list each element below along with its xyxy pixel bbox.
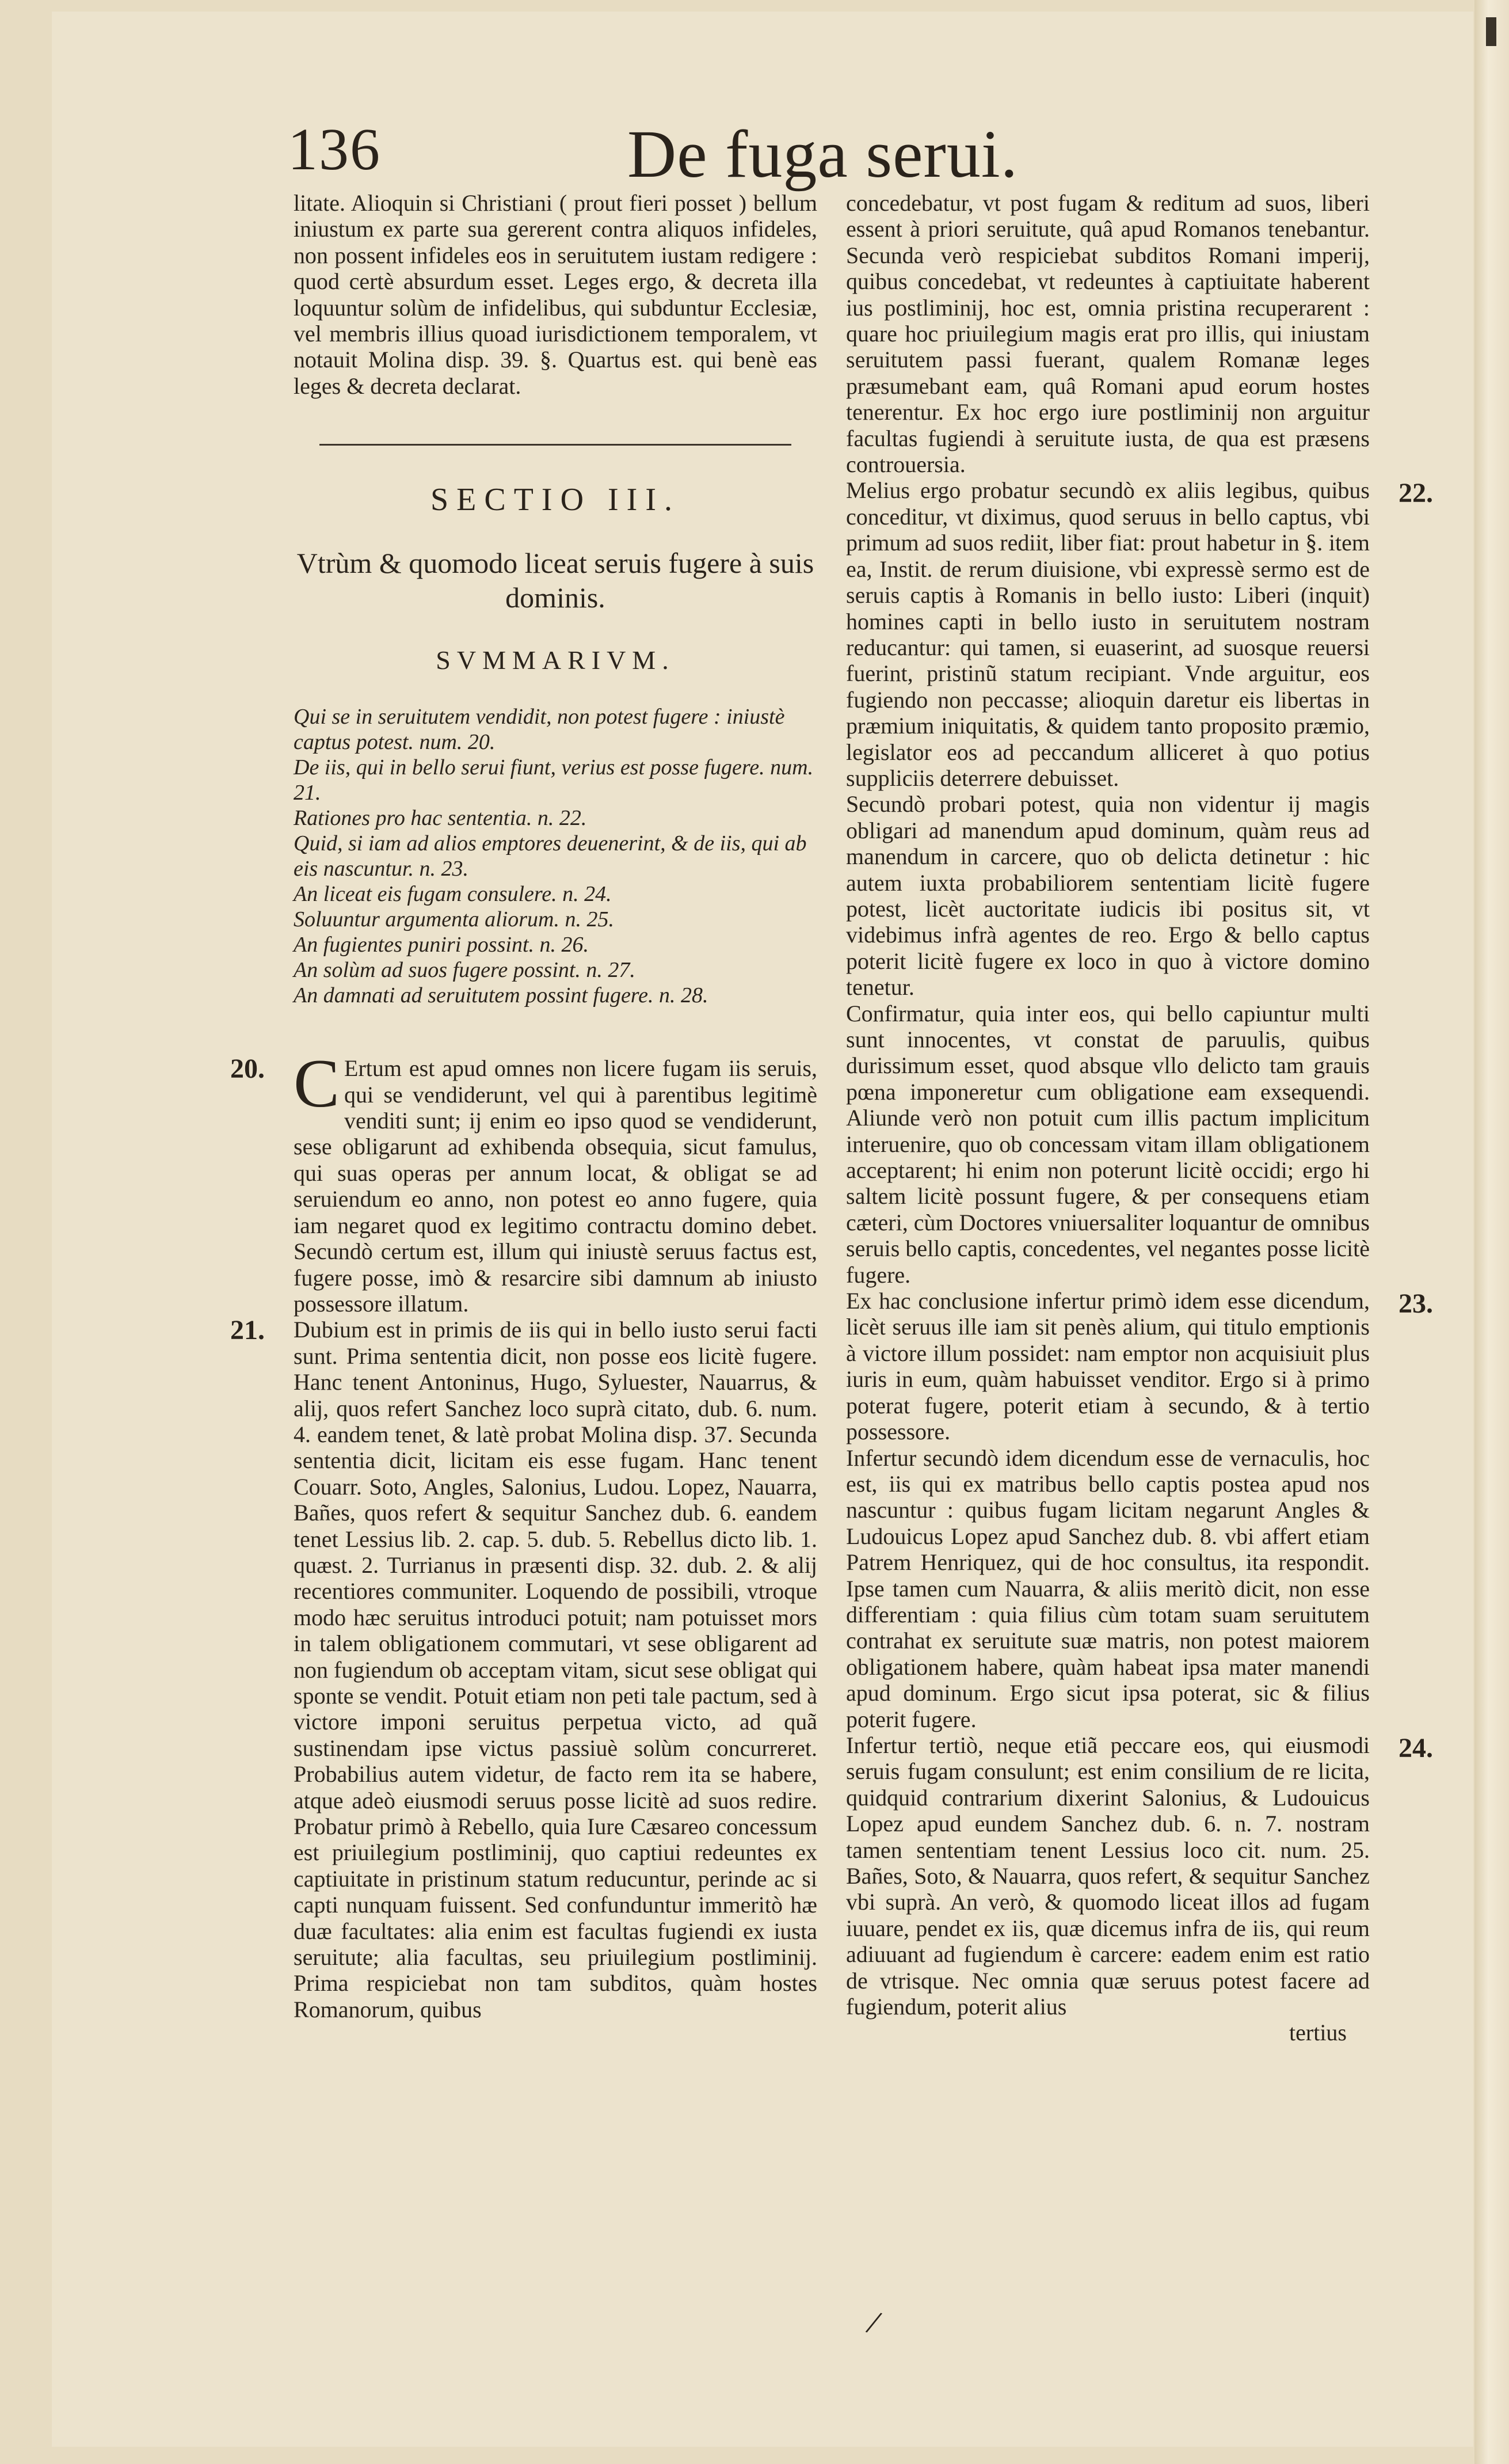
catchword: tertius — [1289, 2020, 1347, 2046]
summary-item: Soluuntur argumenta aliorum. n. 25. — [294, 907, 614, 932]
page-number: 136 — [288, 116, 381, 182]
margin-number: 23. — [1399, 1288, 1433, 1320]
paragraph-text: Ex hac conclusione infertur primò idem esse dicendum, licèt seruus ille iam sit penès alium, qui titulo emptionis à victore illum possidet: nam emptor non acquisiuit plus iuris in eum, quàm habuisset venditor. Ergo si à primo poterat fugere, poterit etiam à secundo, & à tertio possessore. — [846, 1288, 1370, 1445]
left-column — [230, 190, 817, 2022]
paragraph-21 — [230, 1315, 817, 2022]
section-question: Vtrùm & quomodo liceat seruis fugere à suis dominis. — [296, 547, 814, 614]
margin-number: 21. — [230, 1315, 265, 1346]
paragraph-23 — [846, 1288, 1433, 1445]
paragraph-text: Confirmatur, quia inter eos, qui bello capiuntur multi sunt innocentes, vt constat de paruulis, quibus durissimum esset, quod absque vllo delicto tam grauis pœna imponeretur cum obligatione eam exsequendi. Aliunde verò non potuit cum illis pactum implicitum interuenire, quo ob concessam vitam illam obligationem acceptarent; hi enim non poterunt licitè occidi; ergo hi saltem licitè possunt fugere, & per consequens etiam cæteri, cùm Doctores vniuersaliter loquantur de omnibus seruis bello captis, concedentes, vel negantes posse licitè fugere. — [846, 1000, 1370, 1288]
paragraph-text: Infertur secundò idem dicendum esse de vernaculis, hoc est, iis qui ex matribus bello captis postea apud nos nascuntur : quibus fugam licitam negarunt Angles & Ludouicus Lopez apud Sanchez dub. 8. vbi affert etiam Patrem Henriquez, qui de hoc consultus, ita respondit. Ipse tamen cum Nauarra, & aliis meritò dicit, non esse differentiam : quia filius cùm totam suam seruitutem contrahat ex seruitute suæ matris, non potest maiorem obligationem habere, quàm habeat ipsa mater manendi apud dominum. Ergo sicut ipsa poterat, sic & filius poterit fugere. — [846, 1444, 1370, 1732]
summary-item: De iis, qui in bello serui fiunt, verius est posse fugere. num. 21. — [294, 755, 814, 805]
summary-item: Qui se in seruitutem vendidit, non potest fugere : iniustè captus potest. num. 20. — [294, 705, 785, 755]
ink-mark: / — [863, 2303, 885, 2342]
running-head — [270, 115, 1422, 201]
summary-item: Rationes pro hac sententia. n. 22. — [294, 806, 587, 831]
continued-paragraph: concedebatur, vt post fugam & reditum ad suos, liberi essent à priori seruitute, quâ apud Romanos tenebantur. Secunda verò respiciebat subditos Romani imperij, quibus concedebat, vt redeuntes à captiuitate haberent ius postliminij, hoc est, omnia pristina recuperarent : quare hoc priuilegium magis erat pro illis, qui iniustam seruitutem passi fuerant, qualem Romanæ leges præsumebant eam, quâ Romani apud eorum hostes tenerentur. Ex hoc ergo iure postliminij non arguitur facultas fugiendi à seruitute iusta, de qua est præsens controuersia. — [846, 190, 1370, 478]
section-heading: SECTIO III. — [430, 482, 680, 518]
section-divider — [319, 444, 791, 446]
paragraph-text: Ertum est apud omnes non licere fugam iis seruis, qui se vendiderunt, vel qui à parentibus legitimè venditi sunt; ij enim eo ipso quod se vendiderunt, sese obligarunt ad exhibenda obsequia, sicut famulus, qui suas operas per annum locat, & obligat se ad seruiendum eo anno, non potest eo anno fugere, quia iam negaret quod ex legitimo contractu domino debet. Secundò certum est, illum qui iniustè seruus factus est, fugere posse, imò & resarcire sibi damnum ab iniusto possessore illatum. — [294, 1055, 817, 1317]
paragraph-text: Dubium est in primis de iis qui in bello iusto serui facti sunt. Prima sententia dicit, non posse eos licitè fugere. Hanc tenent Antoninus, Hugo, Syluester, Nauarrus, & alij, quos refert Sanchez loco suprà citato, dub. 6. num. 4. eandem tenet, & latè probat Molina disp. 37. Secunda sententia dicit, licitam eis esse fugam. Hanc tenent Couarr. Soto, Angles, Salonius, Ludou. Lopez, Nauarra, Bañes, quos refert & sequitur Sanchez dub. 6. eandem tenet Lessius lib. 2. cap. 5. dub. 5. Rebellus dicto lib. 1. quæst. 2. Turrianus in præsenti disp. 32. dub. 2. & alij recentiores communiter. Loquendo de possibili, vtroque modo hæc seruitus introduci potuit; nam potuisset mors in talem obligationem commutari, vt sese obligarent ad non fugiendum ob acceptam vitam, sicut sese obligat qui sponte se vendit. Potuit etiam non peti tale pactum, sed à victore imponi seruitus perpetua victo, ad quã sustinendam ipse victus passiuè solùm concurreret. Probabilius autem videtur, de facto rem ita se habere, atque adeò eiusmodi seruus posse licitè ad suos redire. Probatur primò à Rebello, quia Iure Cæsareo concessum est priuilegium postliminij, quo captiui redeuntes ex captiuitate in pristinum statum reducuntur, perinde ac si capti nunquam fuissent. Sed confunduntur immeritò hæ duæ facultates: alia enim est facultas fugiendi ex iusta seruitute; alia facultas, seu priuilegium postliminij. Prima respiciebat non tam subditos, quàm hostes Romanorum, quibus — [294, 1317, 817, 2022]
page-title: De fuga serui. — [627, 116, 1019, 192]
intro-paragraph: litate. Alioquin si Christiani ( prout fieri posset ) bellum iniustum ex parte sua gererent contra aliquos infideles, non possent infideles eos in seruitutem iustam redigere : quod certè absurdum esset. Leges ergo, & decreta illa loquuntur solùm de infidelibus, qui subduntur Ecclesiæ, vel membris illius quoad iurisdictionem temporalem, vt notauit Molina disp. 39. §. Quartus est. qui benè eas leges & decreta declarat. — [294, 190, 817, 399]
paragraph-text: Infertur tertiò, neque etiã peccare eos, qui eiusmodi seruis fugam consulunt; est enim consilium de re licita, quidquid contrarium dixerint Salonius, & Ludouicus Lopez apud eundem Sanchez dub. 6. n. 7. nostram tamen sententiam tenent Lessius loco cit. num. 25. Bañes, Soto, & Nauarra, quos refert, & sequitur Sanchez vbi suprà. An verò, & quomodo liceat illos ad fugam iuuare, pendet ex iis, quæ dicemus infra de iis, qui reum adiuuant ad fugiendum è carcere: eadem enim est ratio de vtrisque. Nec omnia quæ seruus potest facere ad fugiendum, poterit alius — [846, 1732, 1370, 2020]
summary-list — [294, 704, 817, 1008]
summary-item: Quid, si iam ad alios emptores deuenerint, & de iis, qui ab eis nascuntur. n. 23. — [294, 831, 807, 881]
summary-item: An fugientes puniri possint. n. 26. — [294, 933, 589, 957]
paragraph-24 — [846, 1732, 1433, 2020]
paragraph-text: Melius ergo probatur secundò ex aliis legibus, quibus conceditur, vt diximus, quod seruus in bello captus, vbi primum ad suos rediit, liber fiat: prout habetur in §. item ea, Instit. de rerum diuisione, vbi expressè sermo est de seruis captis à Romanis in bello iusto: Liberi (inquit) homines capti in bello iusto in seruitutem nostram reducantur: qui tamen, si euaserint, ad suosque reuersi fuerint, pristinũ statum recipiant. Vnde arguitur, eos fugiendo non peccasse; alioquin daretur eis libertas in præmium iniquitatis, & quidem tanto proposito præmio, legislator eos ad peccandum alliceret à quo potius suppliciis deterrere debuisset. — [846, 477, 1370, 791]
summary-item: An damnati ad seruitutem possint fugere. n. 28. — [294, 983, 708, 1008]
margin-number: 24. — [1399, 1732, 1433, 1763]
book-spine — [1474, 0, 1509, 2464]
summary-heading: SVMMARIVM. — [436, 645, 675, 675]
margin-number: 22. — [1399, 478, 1433, 509]
margin-number: 20. — [230, 1054, 265, 1085]
paragraph-22 — [846, 477, 1433, 791]
right-column — [846, 190, 1433, 2046]
paragraph-20 — [230, 1045, 817, 1317]
paragraph-text: Secundò probari potest, quia non videntur ij magis obligari ad manendum apud dominum, quàm reus ad manendum in carcere, quo ob delicta detinetur : hic autem iuxta probabiliorem sententiam licitè fugere potest, licèt auctoritate iudicis ibi positus sit, vt videbimus infrà agentes de reo. Ergo & bello captus poterit licitè fugere ex loco in quo à victore domino tenetur. — [846, 791, 1370, 1001]
binding-tab — [1486, 17, 1496, 46]
drop-cap: C — [294, 1045, 340, 1122]
summary-item: An solùm ad suos fugere possint. n. 27. — [294, 958, 635, 983]
summary-item: An liceat eis fugam consulere. n. 24. — [294, 882, 612, 907]
